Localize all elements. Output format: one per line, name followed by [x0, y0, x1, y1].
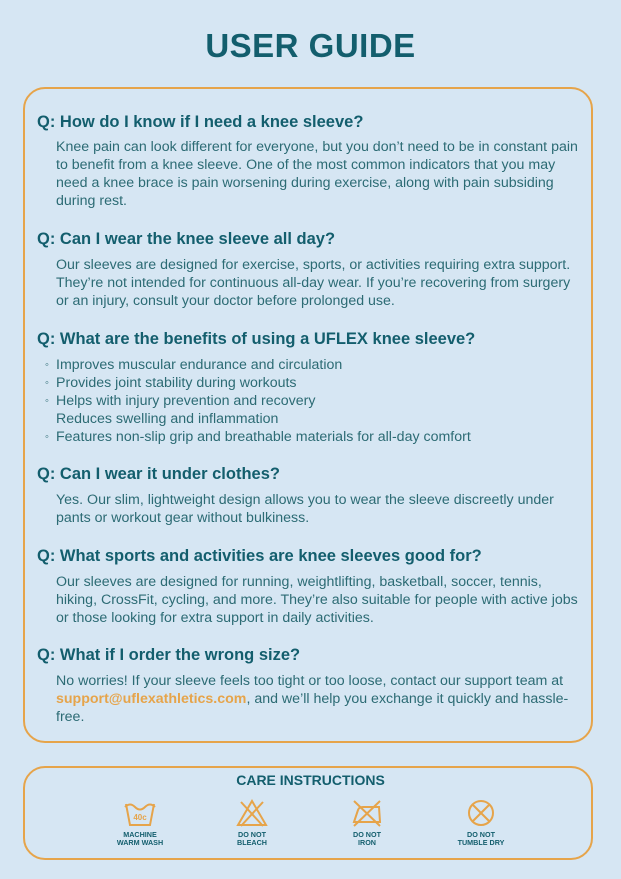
benefits-list	[45, 356, 586, 446]
machine-wash-icon	[123, 798, 157, 828]
page-title: USER GUIDE	[205, 27, 416, 64]
faq-answer-2	[56, 256, 586, 310]
list-item: ◦ Improves muscular endurance and circulation	[45, 357, 343, 373]
care-item-tumble	[436, 798, 526, 847]
do-not-iron-icon	[350, 798, 384, 828]
bullet-icon: ◦	[45, 359, 49, 371]
list-item: ◦ Features non-slip grip and breathable materials for all-day comfort	[45, 429, 471, 445]
list-item: ◦ Provides joint stability during workouts	[45, 375, 297, 391]
faq-answer-5	[56, 573, 586, 627]
faq-answer-6-text: No worries! If your sleeve feels too tight or too loose, contact our support team at support@uflexathletics.com, and we’ll help you exchange it quickly and hassle-free.	[56, 673, 569, 725]
care-label: DO NOT TUMBLE DRY	[457, 830, 505, 847]
faq-answer-1-text: Knee pain can look different for everyone, but you don’t need to be in constant pain to benefit from a knee sleeve. One of the most common indicators that you may need a knee brace is pain worsening during exercise, along with pain subsiding during rest.	[56, 139, 578, 209]
care-title: CARE INSTRUCTIONS	[236, 772, 385, 788]
care-item-wash	[95, 798, 185, 847]
faq-question-5: Q: What sports and activities are knee sleeves good for?	[37, 547, 482, 565]
faq-answer-1	[56, 138, 586, 210]
bullet-icon: ◦	[45, 377, 49, 389]
care-label: DO NOT IRON	[353, 830, 381, 847]
care-label: MACHINE WARM WASH	[116, 830, 164, 847]
faq-question-3: Q: What are the benefits of using a UFLEX knee sleeve?	[37, 330, 476, 348]
bullet-icon: ◦	[45, 395, 49, 407]
faq-answer-4-text: Yes. Our slim, lightweight design allows you to wear the sleeve discreetly under pants or workout gear without bulkiness.	[56, 492, 554, 526]
wash-temp-label: 40c	[133, 813, 147, 822]
care-item-iron	[322, 798, 412, 847]
faq-question-6: Q: What if I order the wrong size?	[37, 646, 301, 664]
faq-answer-2-text: Our sleeves are designed for exercise, sports, or activities requiring extra support. They’re not intended for continuous all-day wear. If you’re recovering from surgery or an injury, consult your doctor before prolonged use.	[56, 257, 571, 309]
support-email-link[interactable]: support@uflexathletics.com	[56, 691, 247, 707]
do-not-tumble-dry-icon	[464, 798, 498, 828]
faq-answer-5-text: Our sleeves are designed for running, weightlifting, basketball, soccer, tennis, hiking, CrossFit, cycling, and more. They’re also suitable for people with active jobs or those looking for extra support in daily activities.	[56, 574, 578, 626]
faq-answer-6	[56, 672, 586, 726]
care-label: DO NOT BLEACH	[237, 830, 267, 847]
faq-answer-4	[56, 491, 586, 527]
do-not-bleach-icon	[235, 798, 269, 828]
faq-question-2: Q: Can I wear the knee sleeve all day?	[37, 230, 336, 248]
care-item-bleach	[207, 798, 297, 847]
list-item: Reduces swelling and inflammation	[56, 411, 279, 427]
bullet-icon: ◦	[45, 431, 49, 443]
faq-question-1: Q: How do I know if I need a knee sleeve?	[37, 113, 364, 131]
list-item: ◦ Helps with injury prevention and recovery	[45, 393, 316, 409]
faq-answer-3	[45, 356, 586, 446]
faq-question-4: Q: Can I wear it under clothes?	[37, 465, 280, 483]
